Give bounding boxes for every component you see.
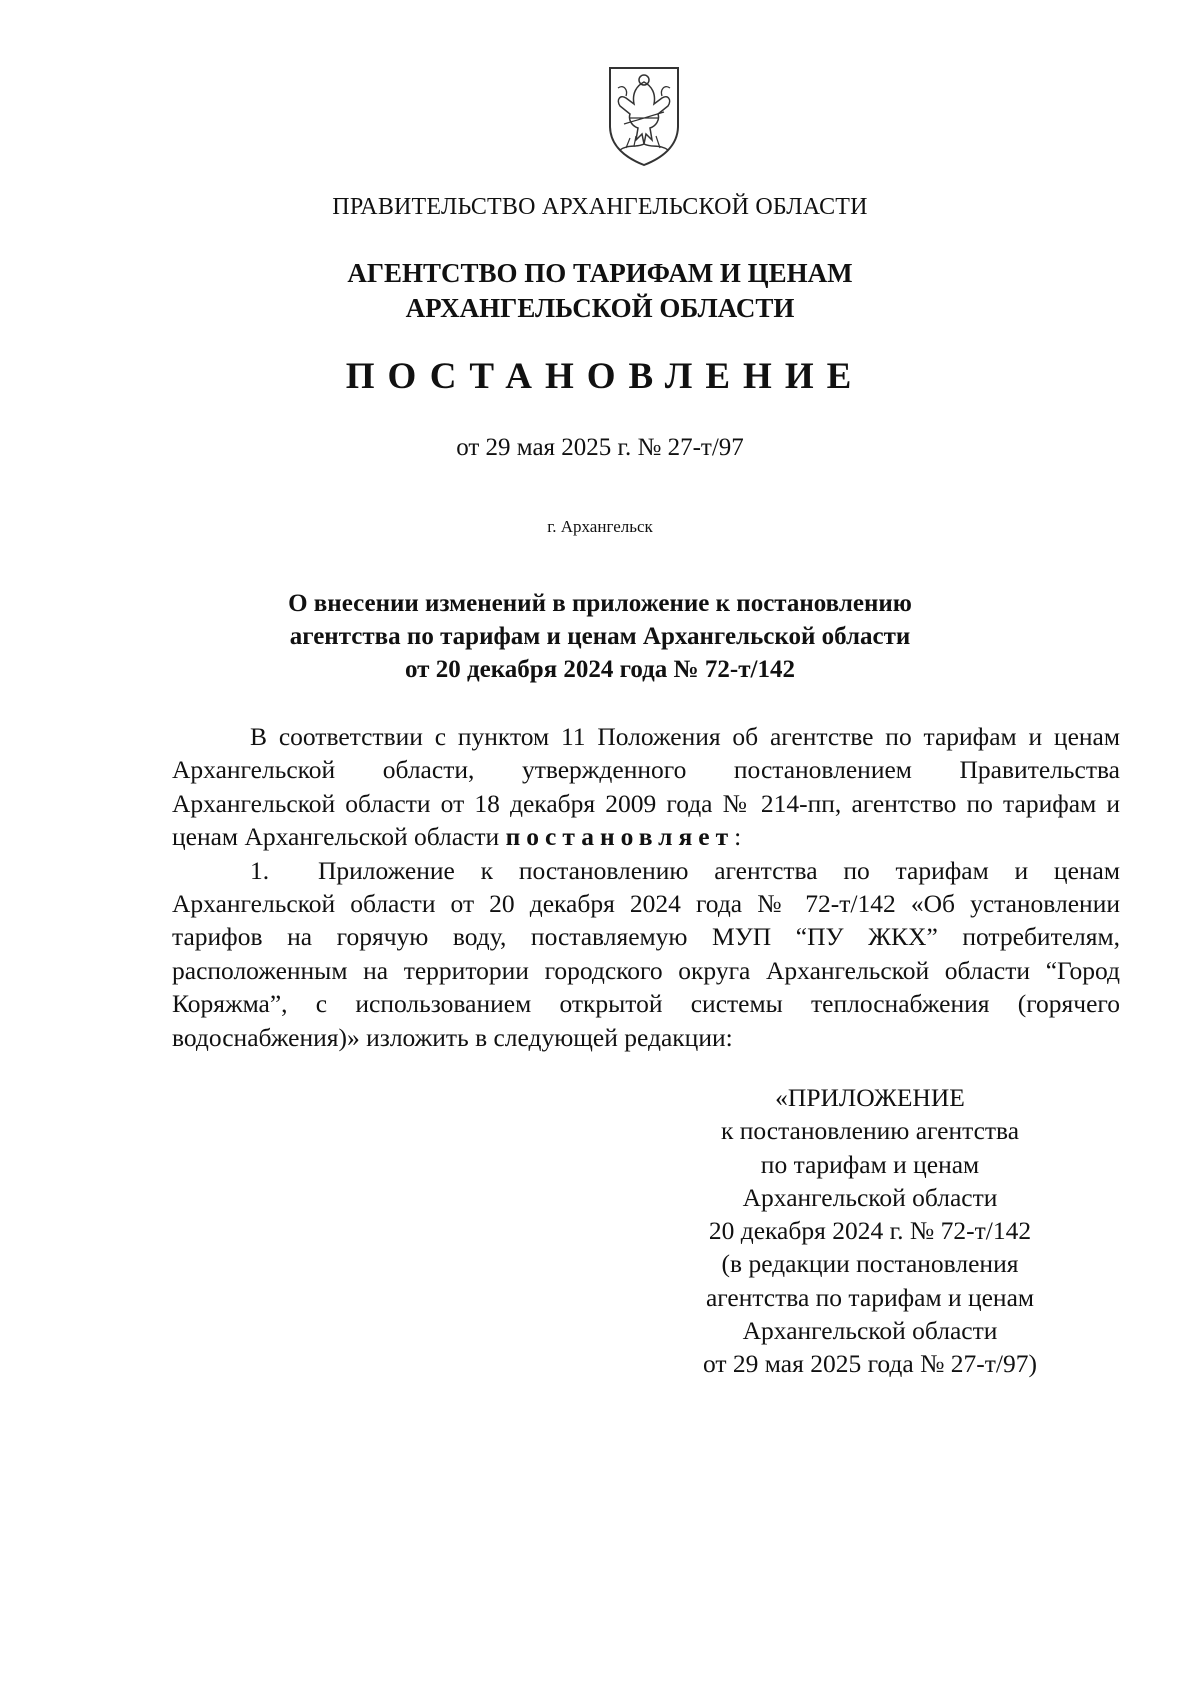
item-1-paragraph xyxy=(172,854,1120,1054)
subject-line3: от 20 декабря 2024 года № 72-т/142 xyxy=(405,656,795,683)
appendix-line: по тарифам и ценам xyxy=(760,1149,980,1179)
preamble-text: В соответствии с пунктом 11 Положения об агентстве по тарифам и ценам Архангельской области, утвержденного постановлением Правительства Архангельской области от 18 декабря 2009 года № 214-пп, агентство по тарифам и ценам Архангельской области xyxy=(172,722,1120,852)
document-body xyxy=(172,720,1120,1054)
agency-name-line2: АРХАНГЕЛЬСКОЙ ОБЛАСТИ xyxy=(405,293,795,323)
decree-word: постановляет xyxy=(505,822,735,852)
arkhangelsk-coat-of-arms-icon xyxy=(606,64,682,168)
item-1-text: Приложение к постановлению агентства по тарифам и ценам Архангельской области от 20 декабря 2024 года № 72-т/142 «Об установлении тарифов на горячую воду, поставляемую МУП “ПУ ЖКХ” потребителям, расположенным на территории городского округа Архангельской области “Город Коряжма”, с использованием открытой системы теплоснабжения (горячего водоснабжения)» изложить в следующей редакции: xyxy=(172,855,1120,1052)
appendix-line: к постановлению агентства xyxy=(720,1116,1020,1146)
document-city: г. Архангельск xyxy=(547,517,653,536)
decree-colon: : xyxy=(734,822,742,852)
appendix-line: от 29 мая 2025 года № 27-т/97) xyxy=(703,1349,1037,1379)
agency-name-line1: АГЕНТСТВО ПО ТАРИФАМ И ЦЕНАМ xyxy=(347,258,853,288)
appendix-header xyxy=(660,1081,1080,1381)
document-subject xyxy=(0,587,1200,686)
appendix-line: Архангельской области xyxy=(742,1182,998,1212)
appendix-line: Архангельской области xyxy=(742,1316,998,1346)
appendix-line: «ПРИЛОЖЕНИЕ xyxy=(775,1083,965,1112)
document-type-title: ПОСТАНОВЛЕНИЕ xyxy=(345,356,865,397)
preamble-paragraph xyxy=(172,720,1120,854)
subject-line2: агентства по тарифам и ценам Архангельской области xyxy=(289,623,911,650)
appendix-line: (в редакции постановления xyxy=(721,1249,1019,1279)
document-date-number: от 29 мая 2025 г. № 27-т/97 xyxy=(456,434,744,461)
government-name: ПРАВИТЕЛЬСТВО АРХАНГЕЛЬСКОЙ ОБЛАСТИ xyxy=(332,194,868,220)
subject-line1: О внесении изменений в приложение к постановлению xyxy=(288,590,912,617)
agency-name xyxy=(0,256,1200,326)
appendix-line: 20 декабря 2024 г. № 72-т/142 xyxy=(708,1216,1032,1246)
appendix-line: агентства по тарифам и ценам xyxy=(705,1282,1035,1312)
item-1-number: 1. xyxy=(250,855,270,885)
